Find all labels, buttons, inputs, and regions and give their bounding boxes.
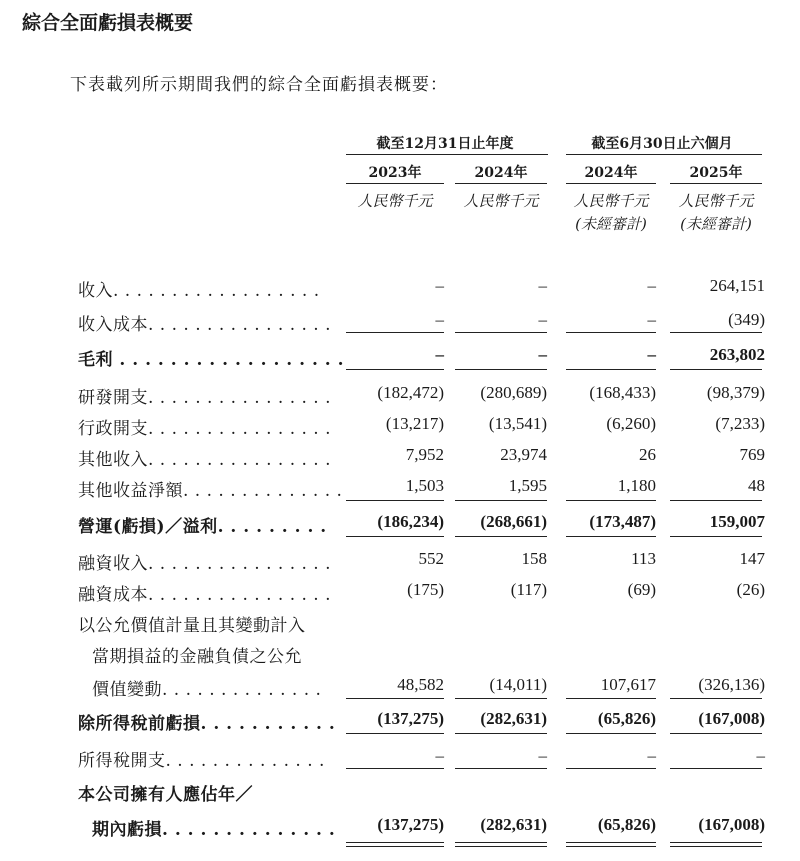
table-cell: – — [435, 345, 444, 364]
table-cell: 48,582 — [397, 675, 444, 694]
table-cell: – — [538, 310, 547, 329]
subtotal-rule — [455, 733, 547, 734]
row-label-other-income: 其他收入. . . . . . . . . . . . . . . . — [78, 450, 332, 470]
subtotal-rule — [670, 733, 762, 734]
subtotal-rule — [346, 332, 444, 333]
row-label-fv-line1: 以公允價值計量且其變動計入 — [78, 616, 306, 636]
row-label-finance-income: 融資收入. . . . . . . . . . . . . . . . — [78, 554, 332, 574]
subtotal-rule — [346, 733, 444, 734]
row-label-finance-costs: 融資成本. . . . . . . . . . . . . . . . — [78, 585, 332, 605]
row-label-attributable-line1: 本公司擁有人應佔年／ — [78, 785, 253, 805]
table-cell: (13,541) — [488, 414, 547, 433]
subtotal-rule — [566, 500, 656, 501]
section-title: 綜合全面虧損表概要 — [22, 12, 194, 34]
table-cell: (173,487) — [589, 512, 656, 531]
header-year: 2024年 — [474, 165, 528, 181]
row-label-gross-profit: 毛利 . . . . . . . . . . . . . . . . . . — [78, 350, 345, 370]
row-label-other-gains: 其他收益淨額. . . . . . . . . . . . . . — [78, 481, 343, 501]
header-group-six-months: 截至6月30日止六個月 — [591, 136, 733, 152]
table-cell: 552 — [418, 549, 444, 568]
subtotal-rule — [455, 536, 547, 537]
row-label-operating-result: 營運(虧損)／溢利. . . . . . . . . — [78, 517, 327, 537]
subtotal-rule — [455, 698, 547, 699]
row-label-loss-for-period: 期內虧損. . . . . . . . . . . . . . — [92, 820, 336, 840]
subtotal-rule — [670, 768, 762, 769]
total-double-rule — [346, 842, 444, 843]
table-cell: – — [647, 276, 656, 295]
table-cell: (175) — [407, 580, 444, 599]
subtotal-rule — [346, 768, 444, 769]
table-cell: (137,275) — [377, 815, 444, 834]
subtotal-rule — [566, 536, 656, 537]
subtotal-rule — [670, 536, 762, 537]
row-label-fv-change: 價值變動. . . . . . . . . . . . . . — [92, 680, 322, 700]
header-year: 2023年 — [368, 165, 422, 181]
subtotal-rule — [455, 500, 547, 501]
subtotal-rule — [566, 332, 656, 333]
table-cell: 48 — [748, 476, 765, 495]
table-cell: (167,008) — [698, 709, 765, 728]
subtotal-rule — [455, 332, 547, 333]
table-cell: 107,617 — [600, 675, 656, 694]
table-cell: (65,826) — [597, 709, 656, 728]
table-cell: 23,974 — [500, 445, 547, 464]
table-cell: (186,234) — [377, 512, 444, 531]
total-double-rule — [566, 842, 656, 843]
table-cell: – — [647, 345, 656, 364]
table-cell: 1,595 — [508, 476, 547, 495]
header-unaudited: (未經審計) — [575, 215, 647, 233]
table-cell: – — [538, 746, 547, 765]
table-cell: 158 — [521, 549, 547, 568]
table-cell: 263,802 — [709, 345, 765, 364]
row-label-fv-line2: 當期損益的金融負債之公允 — [92, 647, 302, 667]
table-cell: – — [435, 310, 444, 329]
header-unit: 人民幣千元 — [573, 192, 649, 210]
row-label-cost-of-revenue: 收入成本. . . . . . . . . . . . . . . . — [78, 315, 332, 335]
table-cell: (6,260) — [606, 414, 656, 433]
group-underline — [346, 154, 548, 155]
table-cell: (117) — [510, 580, 547, 599]
subtotal-rule — [566, 369, 656, 370]
table-cell: (280,689) — [480, 383, 547, 402]
total-double-rule — [455, 842, 547, 843]
subtotal-rule — [346, 536, 444, 537]
total-double-rule — [670, 846, 762, 847]
table-cell: (282,631) — [480, 815, 547, 834]
total-double-rule — [566, 846, 656, 847]
table-cell: 264,151 — [709, 276, 765, 295]
header-group-annual: 截至12月31日止年度 — [376, 136, 514, 152]
table-cell: (167,008) — [698, 815, 765, 834]
total-double-rule — [455, 846, 547, 847]
table-cell: (65,826) — [597, 815, 656, 834]
header-unit: 人民幣千元 — [463, 192, 539, 210]
table-cell: (13,217) — [385, 414, 444, 433]
table-cell: (349) — [728, 310, 765, 329]
header-unit: 人民幣千元 — [678, 192, 754, 210]
subtotal-rule — [566, 733, 656, 734]
table-cell: (326,136) — [698, 675, 765, 694]
table-cell: – — [435, 276, 444, 295]
table-cell: – — [647, 310, 656, 329]
row-label-loss-before-tax: 除所得稅前虧損. . . . . . . . . . . — [78, 714, 336, 734]
table-cell: (7,233) — [715, 414, 765, 433]
subtotal-rule — [566, 768, 656, 769]
table-cell: 1,180 — [617, 476, 656, 495]
table-cell: 26 — [639, 445, 656, 464]
table-cell: 1,503 — [405, 476, 444, 495]
table-cell: 769 — [739, 445, 765, 464]
table-cell: – — [538, 345, 547, 364]
table-cell: – — [756, 746, 765, 765]
table-cell: 7,952 — [405, 445, 444, 464]
header-year: 2025年 — [689, 165, 743, 181]
table-cell: (168,433) — [589, 383, 656, 402]
year-underline — [346, 183, 444, 184]
subtotal-rule — [566, 698, 656, 699]
table-cell: – — [647, 746, 656, 765]
subtotal-rule — [346, 369, 444, 370]
table-cell: – — [435, 746, 444, 765]
table-cell: (268,661) — [480, 512, 547, 531]
header-year: 2024年 — [584, 165, 638, 181]
table-cell: (137,275) — [377, 709, 444, 728]
group-underline — [566, 154, 762, 155]
table-cell: (182,472) — [377, 383, 444, 402]
subtotal-rule — [346, 500, 444, 501]
table-cell: 113 — [631, 549, 656, 568]
table-cell: 147 — [739, 549, 765, 568]
intro-text: 下表載列所示期間我們的綜合全面虧損表概要： — [70, 75, 448, 95]
subtotal-rule — [670, 332, 762, 333]
row-label-income-tax: 所得稅開支. . . . . . . . . . . . . . — [78, 751, 325, 771]
row-label-admin-expenses: 行政開支. . . . . . . . . . . . . . . . — [78, 419, 332, 439]
subtotal-rule — [346, 698, 444, 699]
subtotal-rule — [670, 369, 762, 370]
subtotal-rule — [455, 369, 547, 370]
year-underline — [566, 183, 656, 184]
subtotal-rule — [670, 500, 762, 501]
total-double-rule — [670, 842, 762, 843]
subtotal-rule — [455, 768, 547, 769]
year-underline — [455, 183, 547, 184]
table-cell: (14,011) — [489, 675, 547, 694]
subtotal-rule — [670, 698, 762, 699]
total-double-rule — [346, 846, 444, 847]
row-label-rd-expenses: 研發開支. . . . . . . . . . . . . . . . — [78, 388, 332, 408]
table-cell: (98,379) — [706, 383, 765, 402]
table-cell: (282,631) — [480, 709, 547, 728]
table-cell: – — [538, 276, 547, 295]
table-cell: (69) — [627, 580, 656, 599]
header-unaudited: (未經審計) — [680, 215, 752, 233]
year-underline — [670, 183, 762, 184]
row-label-revenue: 收入. . . . . . . . . . . . . . . . . . — [78, 281, 320, 301]
table-cell: (26) — [736, 580, 765, 599]
table-cell: 159,007 — [709, 512, 765, 531]
header-unit: 人民幣千元 — [357, 192, 433, 210]
